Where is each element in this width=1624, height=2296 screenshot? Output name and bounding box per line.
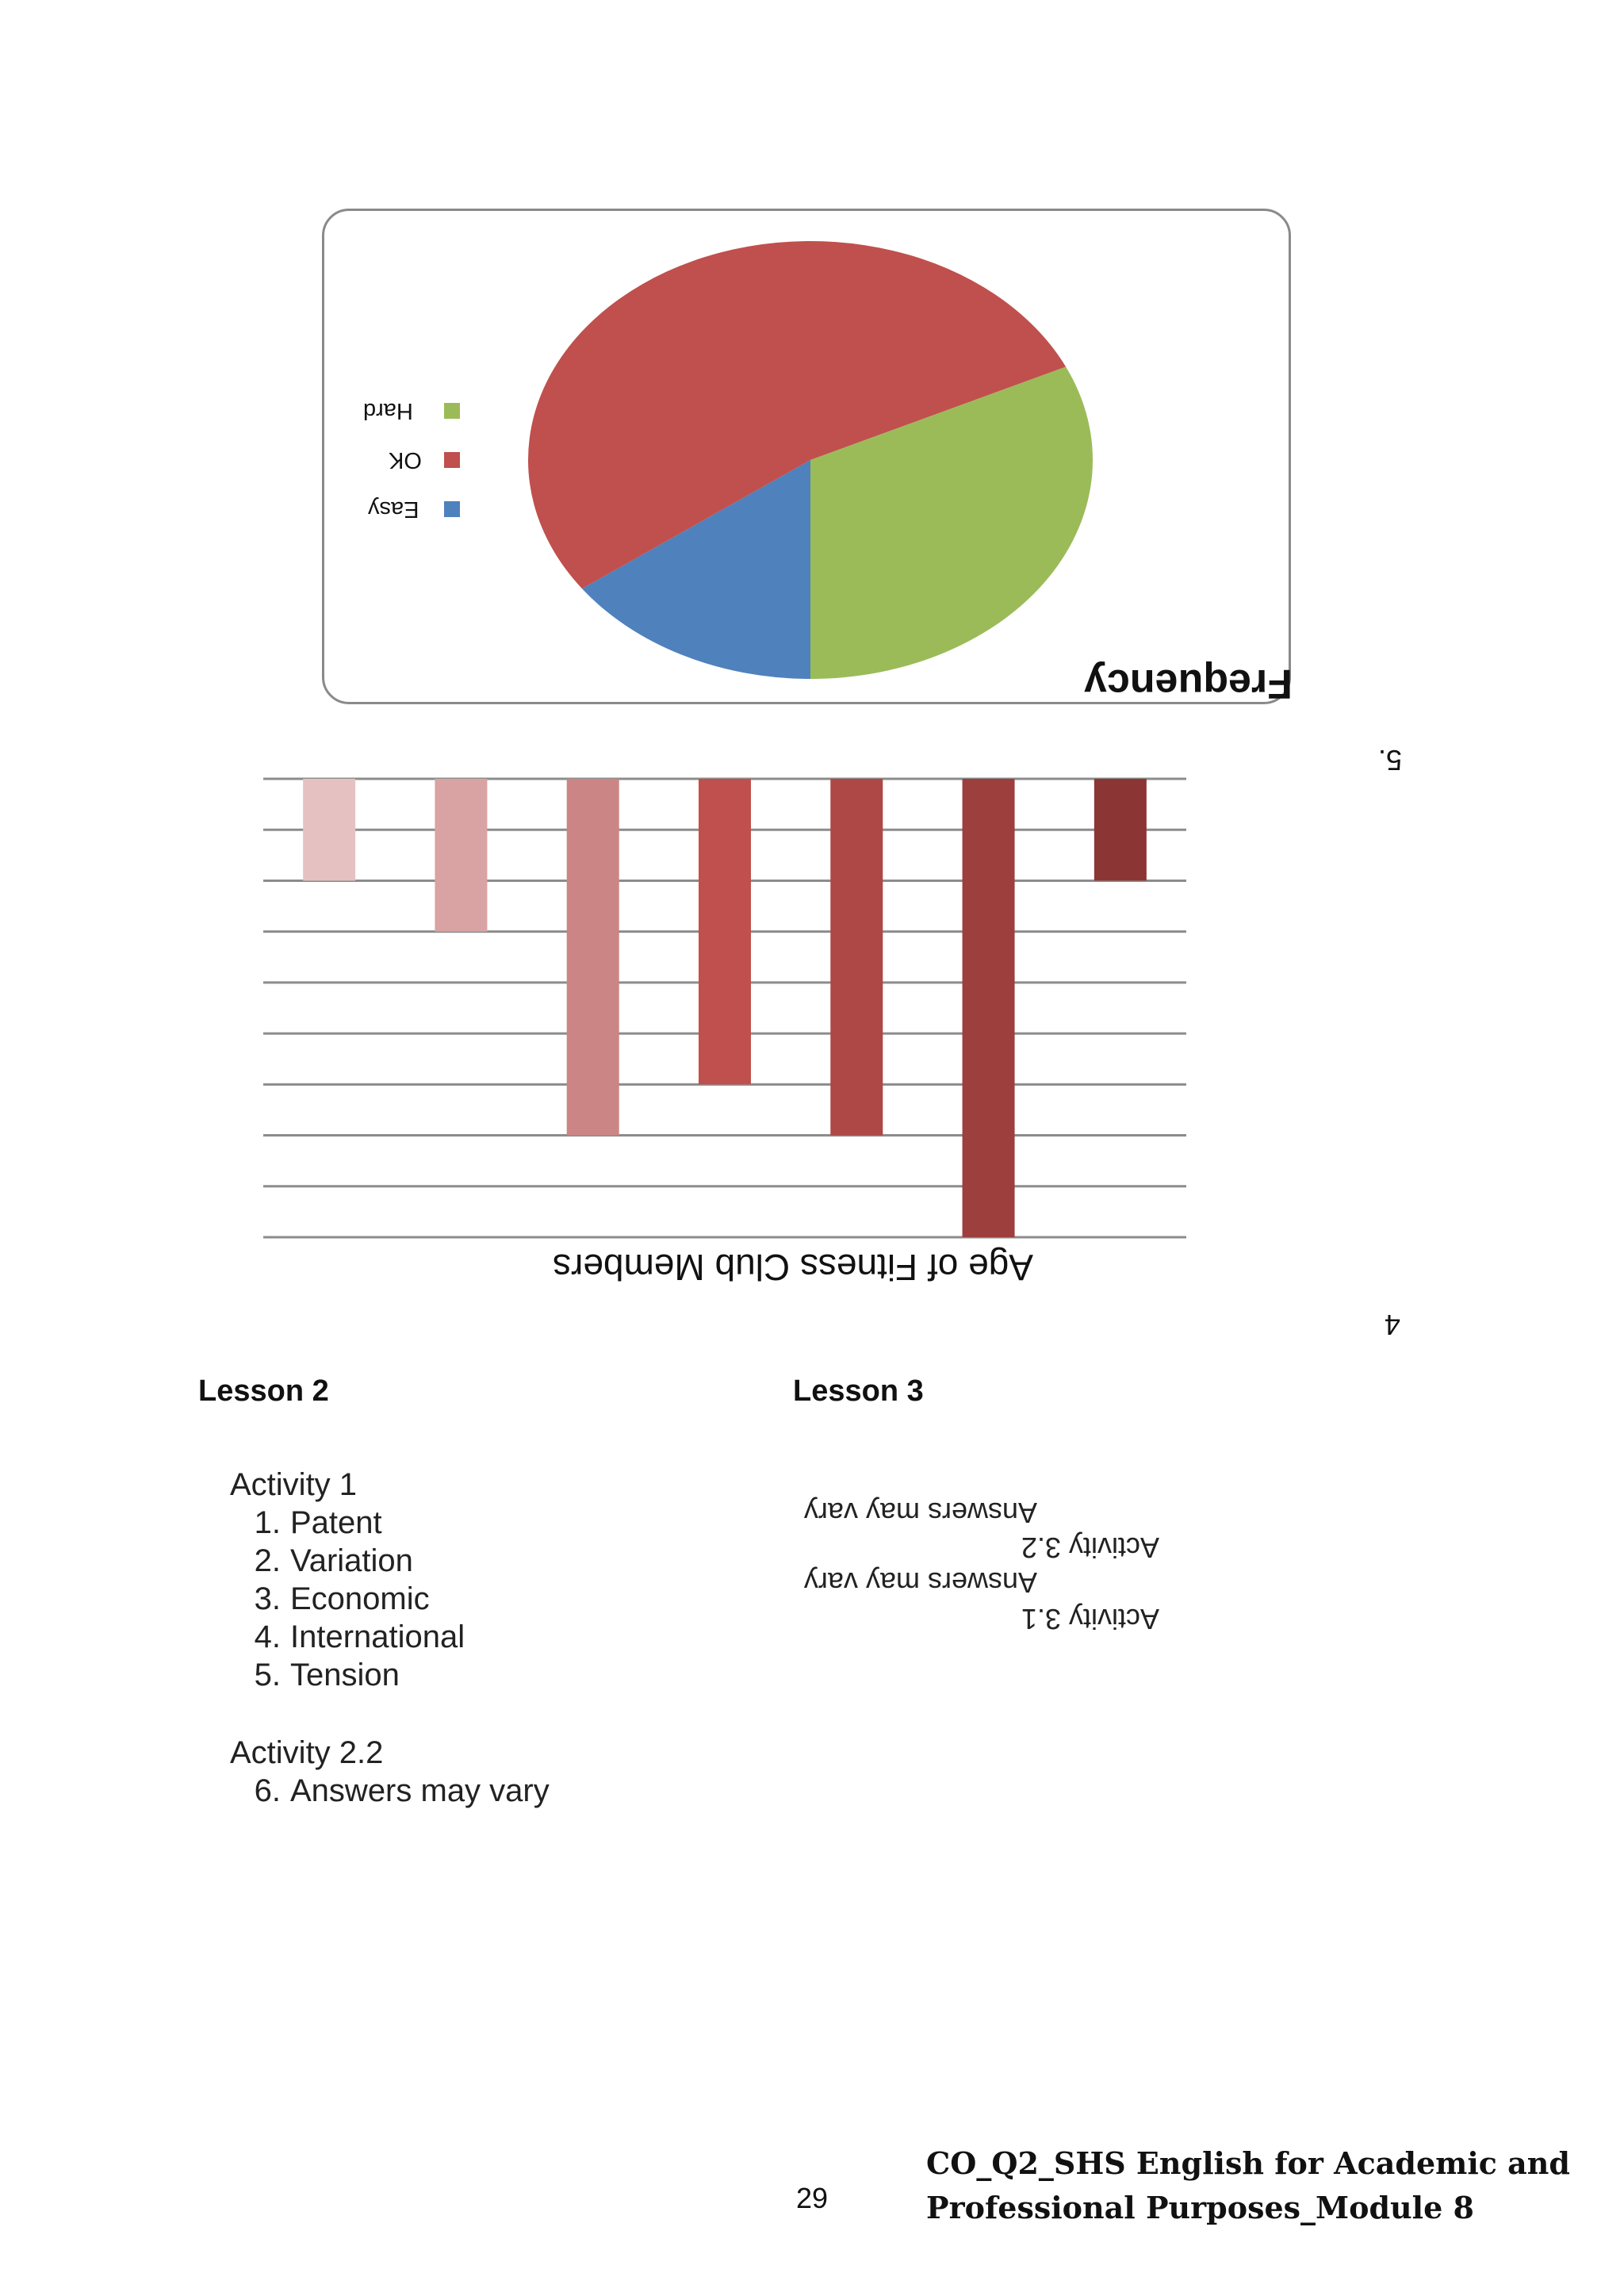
lesson2-heading: Lesson 2 [198,1374,329,1408]
bar-5 [830,779,883,1136]
pie-chart [0,0,1624,714]
list-item: 6. Answers may vary [254,1773,550,1808]
activity1-title: Activity 1 [230,1467,358,1502]
activity31-title: Activity 3.1 [1021,1603,1159,1635]
footer-line-2: Professional Purposes_Module 8 [926,2190,1474,2225]
list-item: 3. Economic [254,1581,430,1616]
lesson3-heading: Lesson 3 [793,1374,924,1408]
pie-chart-title: Frequency [1084,661,1293,707]
legend-swatch-ok [444,452,460,468]
bar-1 [303,779,355,880]
list-item: 2. Variation [254,1543,413,1578]
legend-swatch-easy [444,501,460,517]
footer-line-1: CO_Q2_SHS English for Academic and [926,2145,1570,2181]
bar-2 [435,779,487,932]
legend-easy [357,495,468,527]
legend-label-easy: Easy [368,496,419,522]
activity32-title: Activity 3.2 [1021,1531,1159,1564]
legend-label-ok: OK [389,447,422,473]
module-footer [926,2141,1570,2230]
activity32-answer: Answers may vary [803,1497,1037,1529]
list-item: 4. International [254,1619,465,1654]
activity1-list [230,1504,465,1694]
bar-4 [699,779,751,1084]
page-number: 29 [796,2182,829,2214]
list-item: 1. Patent [254,1505,382,1540]
activity31-answer: Answers may vary [803,1566,1037,1599]
bar-chart-title: Age of Fitness Club Members [553,1247,1033,1288]
activity22-title: Activity 2.2 [230,1735,384,1770]
legend-label-hard: Hard [363,398,413,424]
bar-chart [254,761,1205,1253]
list-item: 5. Tension [254,1658,400,1692]
activity22-list [230,1772,550,1810]
bar-6 [963,779,1015,1237]
bar-3 [567,779,619,1136]
question-number-5: 5. [1378,744,1403,776]
legend-hard [357,397,468,428]
question-number-4: 4 [1385,1309,1401,1341]
legend-ok [357,446,468,477]
legend-swatch-hard [444,403,460,419]
bar-7 [1094,779,1147,880]
